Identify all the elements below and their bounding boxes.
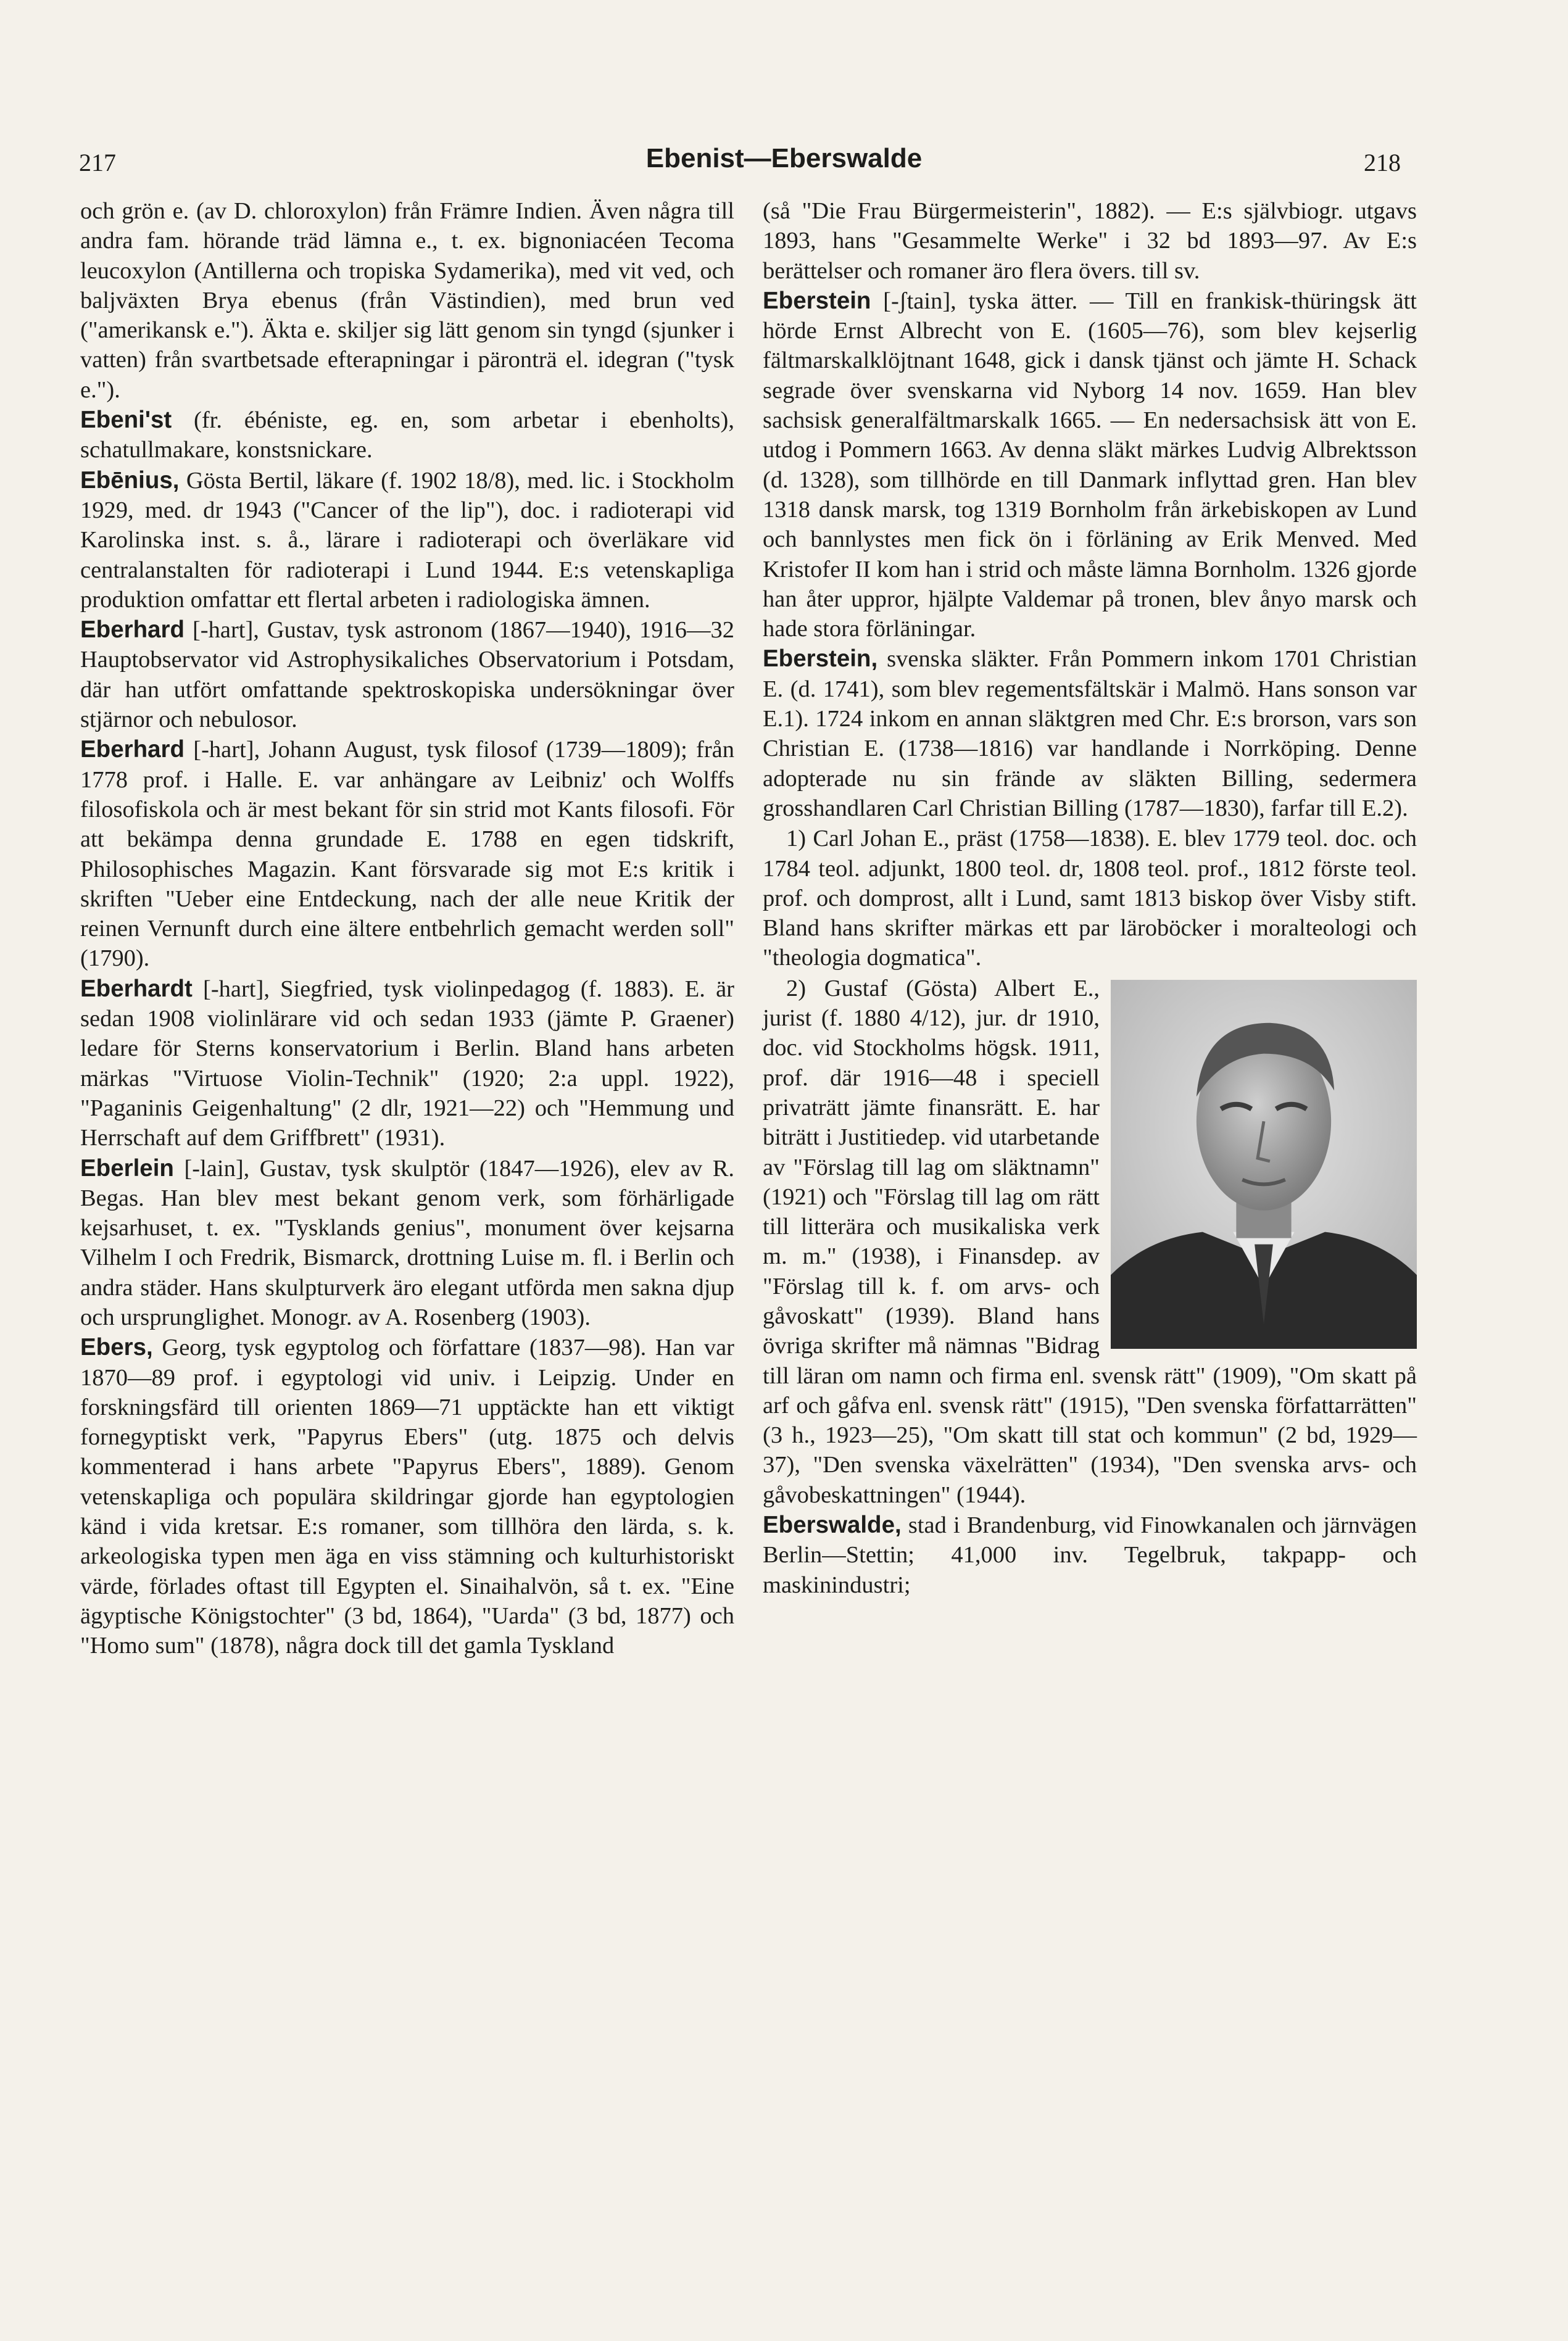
entry-text: [-hart], Johann August, tysk filosof (1739—1809); från 1778 prof. i Halle. E. var anhängare av Leibniz' och Wolffs filosofiskola och är mest bekant för sin strid mot Kants filosofi. För att bekämpa denna grundade E. 1788 en egen tidskrift, Philosophisches Magazin. Kant försvarade sig mot E:s kritik i skriften "Ueber eine Entdeckung, nach der alle neue Kritik der reinen Vernunft durch eine ältere entbehrlich gemacht werden soll" (1790). [80,737,734,972]
page-header [0,143,1568,186]
left-entry-8 [80,1333,734,1660]
left-entry-7 [80,1154,734,1333]
entry-text: och grön e. (av D. chloroxylon) från Främre Indien. Även några till andra fam. hörande träd lämna e., t. ex. bignoniacéen Tecoma leucoxylon (Antillerna och tropiska Sydamerika), med vit ved, och baljväxten Brya ebenus (från Västindien), med brun ved ("amerikansk e."). Äkta e. skiljer sig lätt genom sin tyngd (sjunker i vatten) från svartbetsade efterapningar i päronträ el. idegran ("tysk e."). [80,198,734,403]
right-entry-4 [763,824,1417,972]
left-entry-6 [80,974,734,1153]
headword: Ebers, [80,1334,153,1361]
right-entry-2 [763,286,1417,644]
headword: Eberswalde, [763,1512,902,1539]
portrait-photo-graphic [1111,980,1417,1349]
left-entry-1 [80,196,734,405]
headword: Eberstein [763,287,871,314]
left-column [80,196,734,1661]
entry-text: [-hart], Gustav, tysk astronom (1867—1940), 1916—32 Hauptobservator vid Astrophysikaliches Observatorium i Potsdam, där han utfört omfattande spektroskopiska undersökningar över stjärnor och nebulosor. [80,617,734,733]
entry-text: svenska släkter. Från Pommern inkom 1701 Christian E. (d. 1741), som blev regementsfältskär i Malmö. Hans sonson var E.1). 1724 inkom en annan släktgren med Chr. E:s brorson, vars son Christian E. (1738—1816) var handlande i Norrköping. Denne adopterade nu sin frände av släkten Billing, sedermera grosshandlaren Carl Christian Billing (1787—1830), farfar till E.2). [763,646,1417,821]
entry-text: [-ʃtain], tyska ätter. — Till en frankisk-thüringsk ätt hörde Ernst Albrecht von E. (1605—76), som blev kejserlig fältmarskalklöjtnant 1648, gick i dansk tjänst och jämte H. Schack segrade över svenskarna vid Nyborg 14 nov. 1659. Han blev sachsisk generalfältmarskalk 1665. — En nedersachsisk ätt von E. utdog i Pommern 1663. Av denna släkt märkes Ludvig Albrektsson (d. 1328), som tillhörde en till Danmark inflyttad gren. Han blev 1318 dansk marsk, tog 1319 Bornholm från ärkebiskopen av Lund och bannlystes men fick ön i förläning av Erik Menved. Med Kristofer II kom han i strid och måste lämna Bornholm. 1326 gjorde han åter uppror, hjälpte Valdemar på tronen, blev ånyo marsk och hade stora förläningar. [763,288,1417,642]
entry-text: (så "Die Frau Bürgermeisterin", 1882). — E:s självbiogr. utgavs 1893, hans "Gesammelte Werke" i 32 bd 1893—97. Av E:s berättelser och romaner äro flera övers. till sv. [763,198,1417,284]
headword: Eberstein, [763,645,878,673]
right-entry-3 [763,644,1417,823]
entry-text: stad i Brandenburg, vid Finowkanalen och järnvägen Berlin—Stettin; 41,000 inv. Tegelbruk, takpapp- och maskinindustri; [763,1512,1417,1598]
headword: Ebeni'st [80,407,172,434]
entry-text: Georg, tysk egyptolog och författare (1837—98). Han var 1870—89 prof. i egyptologi vid univ. i Leipzig. Under en forskningsfärd till orienten 1869—71 upptäckte han ett viktigt fornegyptiskt verk, "Papyrus Ebers" (utg. 1875 och delvis kommenterad i hans arbete "Papyrus Ebers", 1889). Genom vetenskapliga och populära skildringar gjorde han egyptologien känd i vida kretsar. E:s romaner, som tillhöra den lärda, s. k. arkeologiska typen men äga en viss stämning och kulturhistoriskt värde, förlades oftast till Egypten el. Sinaihalvön, så t. ex. "Eine ägyptische Königstochter" (3 bd, 1864), "Uarda" (3 bd, 1877) och "Homo sum" (1878), några dock till det gamla Tyskland [80,1335,734,1659]
left-entry-3 [80,466,734,615]
headword: Eberhardt [80,975,193,1002]
left-entry-5 [80,735,734,973]
right-entry-1 [763,196,1417,286]
right-column [763,196,1417,1600]
entry-text: 2) Gustaf (Gösta) Albert E., jurist (f. 1880 4/12), jur. dr 1910, doc. vid Stockholms högsk. 1911, prof. där 1916—48 i speciell privaträtt jämte finansrätt. E. har biträtt i Justitiedep. vid utarbetande av "Förslag till lag om släktnamn" (1921) och "Förslag till lag om rätt till litterära och musikaliska verk m. m." (1938), i Finansdep. av "Förslag till k. f. om arvs- och gåvoskatt" (1939). Bland hans övriga skrifter må nämnas "Bidrag till läran om namn och firma enl. svensk rätt" (1909), "Om skatt på arf och gåfva enl. svensk rätt" (1915), "Den svenska författarrätten" (3 h., 1923—25), "Om skatt till stat och kommun" (2 bd, 1929—37), "Den svenska växelrätten" (1934), "Den svenska arvs- och gåvobeskattningen" (1944). [763,975,1417,1508]
entry-text: 1) Carl Johan E., präst (1758—1838). E. blev 1779 teol. doc. och 1784 teol. adjunkt, 1800 teol. dr, 1808 teol. prof., 1812 förste teol. prof. och domprost, allt i Lund, samt 1813 biskop över Visby stift. Bland hans skrifter märkas ett par läroböcker i moralteologi och "theologia dogmatica". [763,826,1417,971]
running-title: Ebenist—Eberswalde [645,143,923,173]
left-page-number: 217 [79,149,116,176]
right-entry-6 [763,1510,1417,1600]
entry-text: [-lain], Gustav, tysk skulptör (1847—1926), elev av R. Begas. Han blev mest bekant genom verk, som förhärligade kejsarhuset, t. ex. "Tysklands genius", monument över kejsarna Vilhelm I och Fredrik, Bismarck, drottning Luise m. fl. i Berlin och andra städer. Hans skulpturverk äro elegant utförda men sakna djup och ursprunglighet. Monogr. av A. Rosenberg (1903). [80,1155,734,1330]
headword: Eberhard [80,736,185,763]
headword: Ebēnius, [80,466,180,494]
headword: Eberlein [80,1154,174,1182]
entry-text: (fr. ébéniste, eg. en, som arbetar i ebenholts), schatullmakare, konstsnickare. [80,407,734,463]
left-entry-4 [80,615,734,734]
entry-text: Gösta Bertil, läkare (f. 1902 18/8), med. lic. i Stockholm 1929, med. dr 1943 ("Cancer of the lip"), doc. i radioterapi vid Karolinska inst. s. å., lärare i radioterapi och överläkare vid centralanstalten för radioterapi i Lund 1944. E:s vetenskapliga produktion omfattar ett flertal arbeten i radiologiska ämnen. [80,467,734,613]
left-entry-2 [80,405,734,465]
entry-text: [-hart], Siegfried, tysk violinpedagog (f. 1883). E. är sedan 1908 violinlärare vid och sedan 1933 (jämte P. Graener) ledare för Sterns konservatorium i Berlin. Bland hans arbeten märkas "Virtuose Violin-Technik" (1920; 2:a uppl. 1922), "Paganinis Geigenhaltung" (2 dlr, 1921—22) och "Hemmung und Herrschaft auf dem Griffbrett" (1931). [80,976,734,1151]
portrait-photo [1111,980,1417,1349]
headword: Eberhard [80,616,185,644]
right-entry-5 [763,974,1417,1510]
right-page-number: 218 [1364,149,1401,176]
